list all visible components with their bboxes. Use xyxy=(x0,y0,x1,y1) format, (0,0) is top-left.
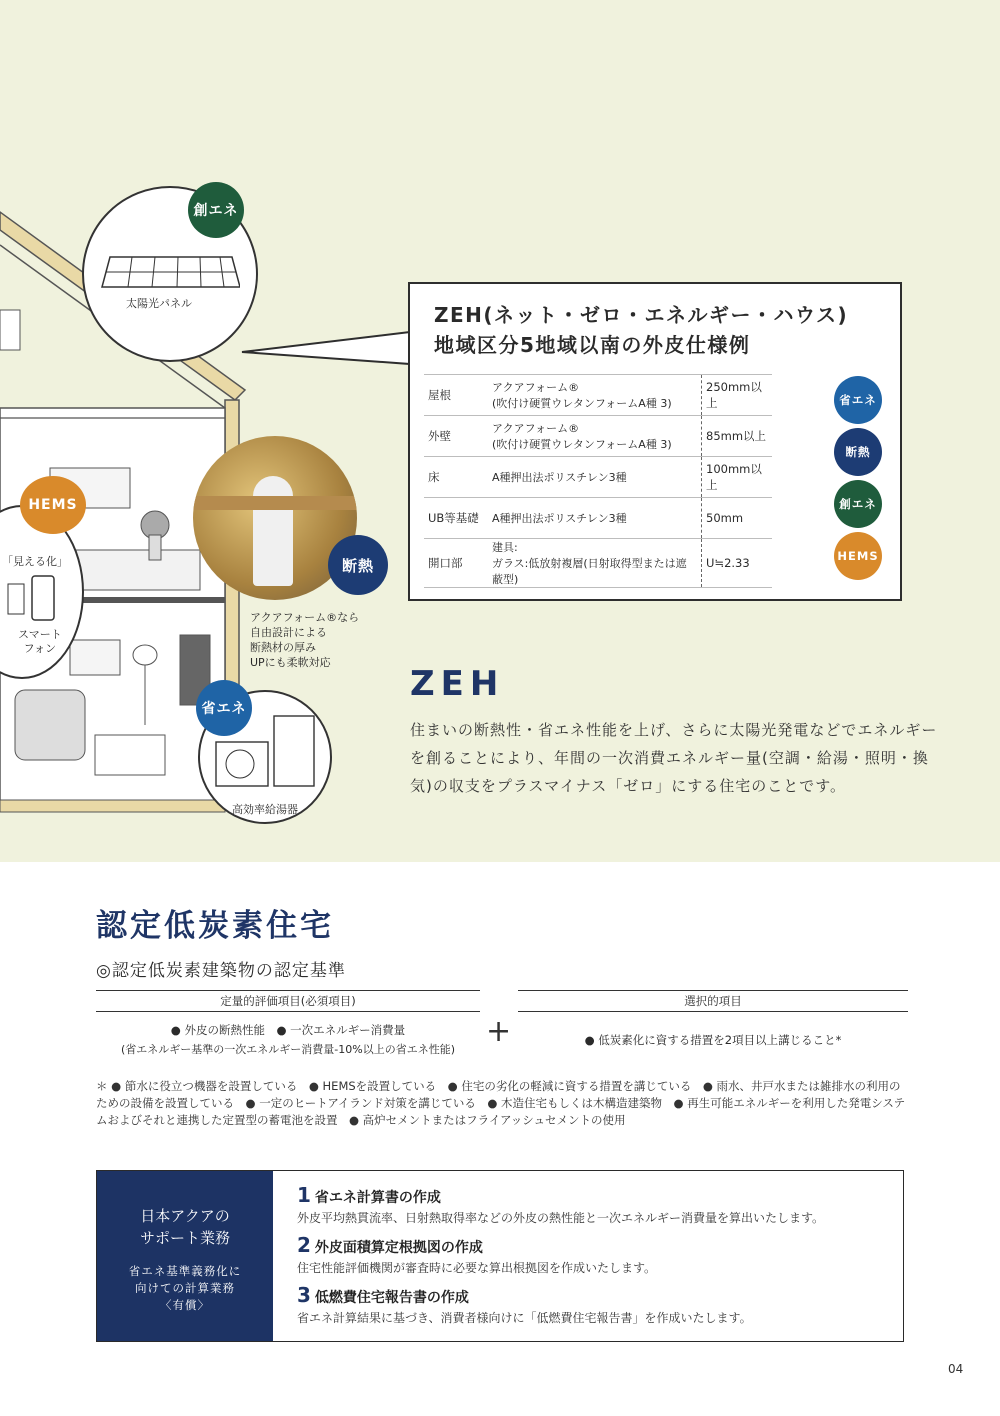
tag-shou-ene: 省エネ xyxy=(196,680,252,736)
support-item-title: 省エネ計算書の作成 xyxy=(314,1190,441,1206)
plus-sign: + xyxy=(486,1014,512,1049)
tag-sou-ene: 創エネ xyxy=(188,182,244,238)
spec-part: 外壁 xyxy=(424,416,488,457)
zeh-spec-title xyxy=(434,300,848,360)
water-heater-caption: 高効率給湯器 xyxy=(232,803,298,816)
support-item xyxy=(297,1183,824,1226)
support-item-title: 低燃費住宅報告書の作成 xyxy=(314,1290,469,1306)
zeh-spec-title-line2: 地域区分5地域以南の外皮仕様例 xyxy=(434,333,751,357)
bubble-pointer xyxy=(240,330,412,370)
spec-value: U≒2.33 xyxy=(702,539,773,588)
support-item xyxy=(297,1233,656,1276)
low-carbon-note: ＊ ● 節水に役立つ機器を設置している ● HEMSを設置している ● 住宅の劣化の軽減に資する措置を講じている ● 雨水、井戸水または雑排水の利用のための設備を設置している ● 一定のヒートアイランド対策を講じている ● 木造住宅もしくは木構造建築物 ● 再生可能エネルギーを利用した発電システムおよびそれと連携した定置型の蓄電池を設置 ● 高炉セメントまたはフライアッシュセメントの使用 xyxy=(96,1079,906,1127)
mieru-label: 「見える化」 xyxy=(2,555,68,568)
smartphone-icon xyxy=(6,574,58,626)
support-item xyxy=(297,1283,752,1326)
zeh-badge: 断熱 xyxy=(834,428,882,476)
spec-part: 開口部 xyxy=(424,539,488,588)
zeh-spec-title-line1: ZEH(ネット・ゼロ・エネルギー・ハウス) xyxy=(434,303,849,327)
spec-material: アクアフォーム® (吹付け硬質ウレタンフォームA種 3) xyxy=(488,375,702,416)
zeh-badge: 省エネ xyxy=(834,376,882,424)
spec-material: アクアフォーム® (吹付け硬質ウレタンフォームA種 3) xyxy=(488,416,702,457)
support-item-number: 2 xyxy=(297,1233,311,1257)
zeh-badge: HEMS xyxy=(834,532,882,580)
spec-part: UB等基礎 xyxy=(424,498,488,539)
spec-material: 建具: ガラス:低放射複層(日射取得型または遮蔽型) xyxy=(488,539,702,588)
low-carbon-title: 認定低炭素住宅 xyxy=(96,908,334,944)
spec-value: 250mm以上 xyxy=(702,375,773,416)
spec-material: A種押出法ポリスチレン3種 xyxy=(488,498,702,539)
smartphone-label: スマート フォン xyxy=(18,628,62,655)
aquafoam-note: アクアフォーム®なら 自由設計による 断熱材の厚み UPにも柔軟対応 xyxy=(250,611,360,669)
spec-value: 100mm以上 xyxy=(702,457,773,498)
support-item-body: 省エネ計算結果に基づき、消費者様向けに「低燃費住宅報告書」を作成いたします。 xyxy=(297,1311,752,1325)
solar-caption: 太陽光パネル xyxy=(126,297,192,310)
required-head: 定量的評価項目(必須項目) xyxy=(96,990,480,1012)
spec-row xyxy=(424,498,772,539)
tag-dannetsu: 断熱 xyxy=(328,535,388,595)
spec-part: 床 xyxy=(424,457,488,498)
spec-value: 85mm以上 xyxy=(702,416,773,457)
low-carbon-subtitle: ◎認定低炭素建築物の認定基準 xyxy=(96,961,346,981)
support-item-number: 3 xyxy=(297,1283,311,1307)
support-item-number: 1 xyxy=(297,1183,311,1207)
page-number: 04 xyxy=(948,1362,964,1376)
optional-body: ● 低炭素化に資する措置を2項目以上講じること* xyxy=(584,1033,842,1047)
zeh-spec-table xyxy=(424,374,772,588)
solar-panel-icon xyxy=(100,255,240,291)
zeh-badge: 創エネ xyxy=(834,480,882,528)
zeh-heading: ZEH xyxy=(410,664,505,704)
spec-material: A種押出法ポリスチレン3種 xyxy=(488,457,702,498)
support-item-body: 外皮平均熱貫流率、日射熱取得率などの外皮の熱性能と一次エネルギー消費量を算出いたします。 xyxy=(297,1211,825,1225)
support-box xyxy=(96,1170,904,1342)
support-item-title: 外皮面積算定根拠図の作成 xyxy=(314,1240,483,1256)
support-left-sub: 省エネ基準義務化に 向けての計算業務 〈有償〉 xyxy=(128,1264,242,1312)
spec-row xyxy=(424,457,772,498)
support-item-body: 住宅性能評価機関が審査時に必要な算出根拠図を作成いたします。 xyxy=(297,1261,657,1275)
optional-head: 選択的項目 xyxy=(518,990,908,1012)
support-item-heading xyxy=(297,1283,752,1307)
support-item-heading xyxy=(297,1183,824,1207)
support-item-heading xyxy=(297,1233,656,1257)
spec-row xyxy=(424,375,772,416)
zeh-spec-box xyxy=(408,282,902,601)
spec-part: 屋根 xyxy=(424,375,488,416)
spec-row xyxy=(424,416,772,457)
required-line1: ● 外皮の断熱性能 ● 一次エネルギー消費量 xyxy=(170,1023,406,1037)
spec-value: 50mm xyxy=(702,498,773,539)
zeh-description: 住まいの断熱性・省エネ性能を上げ、さらに太陽光発電などでエネルギーを創ることにより、年間の一次消費エネルギー量(空調・給湯・照明・換気)の収支をプラスマイナス「ゼロ」にする住宅のことです。 xyxy=(410,721,938,795)
tag-hems: HEMS xyxy=(20,476,86,534)
support-left-title: 日本アクアの サポート業務 xyxy=(139,1207,230,1247)
support-left-panel xyxy=(97,1171,273,1341)
required-line2: (省エネルギー基準の一次エネルギー消費量-10%以上の省エネ性能) xyxy=(121,1043,455,1056)
spec-row xyxy=(424,539,772,588)
